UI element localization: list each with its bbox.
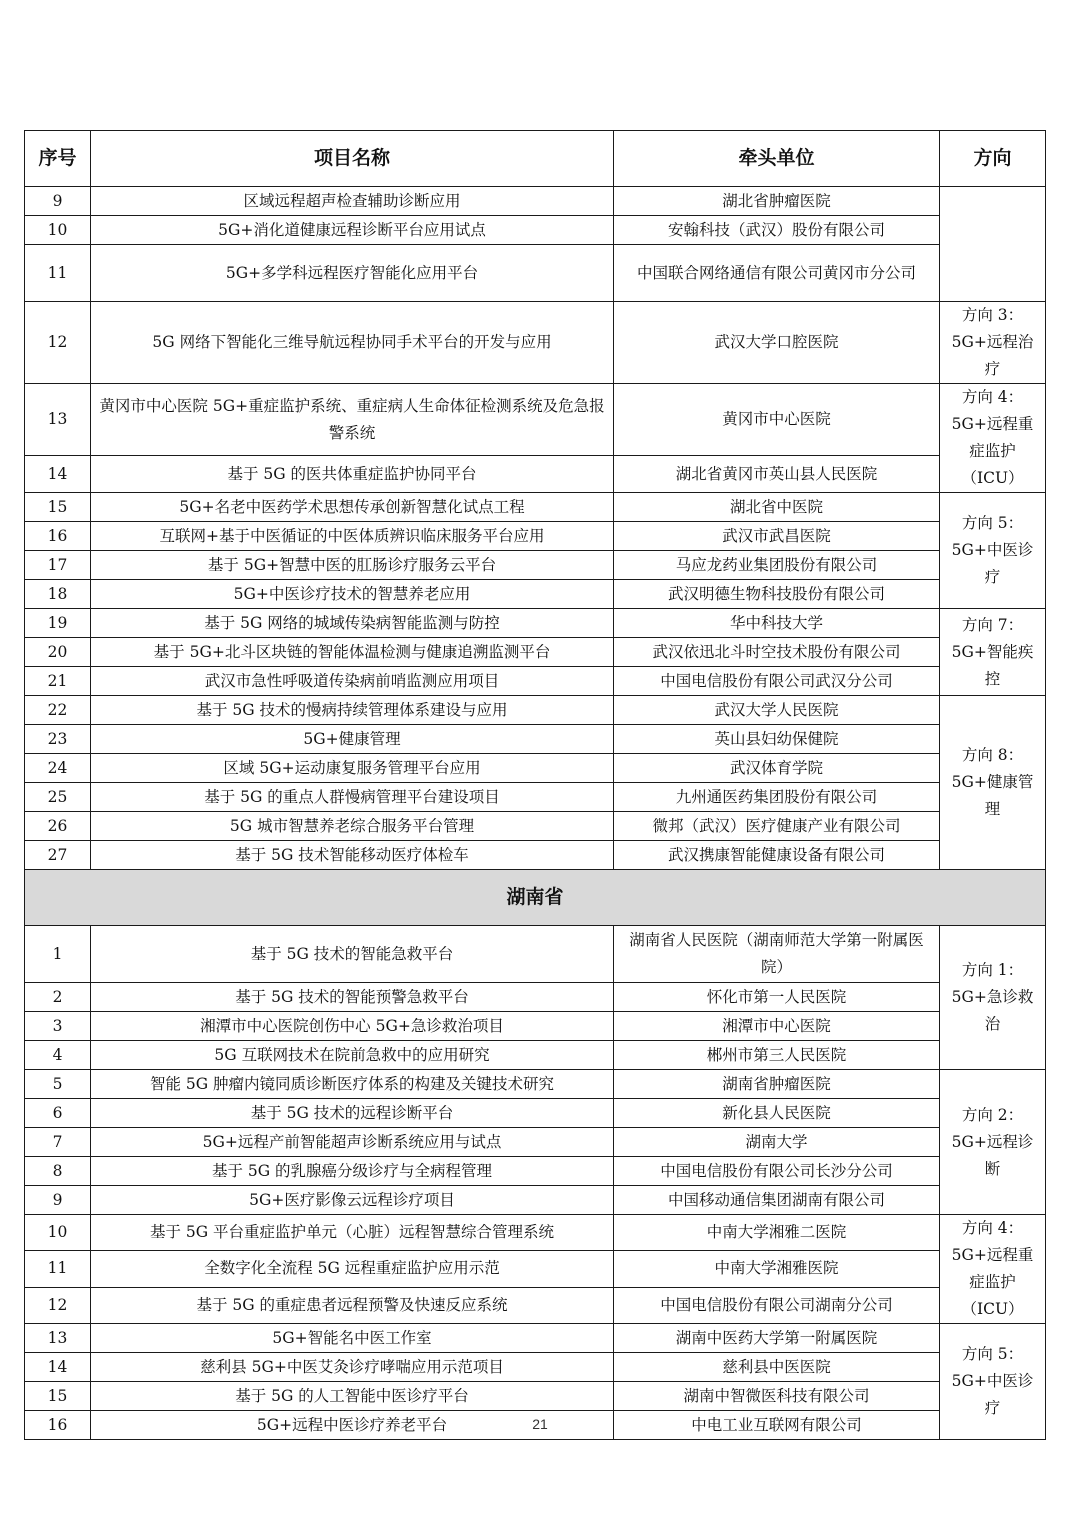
table-row (25, 384, 1046, 456)
table-row (25, 1012, 1046, 1041)
row-name: 区域 5G+运动康复服务管理平台应用 (91, 754, 614, 783)
row-name: 5G 互联网技术在院前急救中的应用研究 (91, 1041, 614, 1070)
table-row (25, 1382, 1046, 1411)
row-no: 20 (25, 638, 91, 667)
direction-cell: 方向 2：5G+远程诊断 (940, 1070, 1046, 1215)
row-unit: 马应龙药业集团股份有限公司 (614, 551, 940, 580)
table-row (25, 216, 1046, 245)
row-no: 16 (25, 522, 91, 551)
row-no: 3 (25, 1012, 91, 1041)
row-unit: 湖南大学 (614, 1128, 940, 1157)
row-unit: 英山县妇幼保健院 (614, 725, 940, 754)
row-name: 5G+名老中医药学术思想传承创新智慧化试点工程 (91, 493, 614, 522)
row-name: 基于 5G+智慧中医的肛肠诊疗服务云平台 (91, 551, 614, 580)
row-no: 14 (25, 1353, 91, 1382)
direction-cell: 方向 5：5G+中医诊疗 (940, 493, 1046, 609)
row-name: 基于 5G 网络的城域传染病智能监测与防控 (91, 609, 614, 638)
row-name: 5G+智能名中医工作室 (91, 1324, 614, 1353)
row-name: 互联网+基于中医循证的中医体质辨识临床服务平台应用 (91, 522, 614, 551)
header-no: 序号 (25, 131, 91, 187)
row-name: 智能 5G 肿瘤内镜同质诊断医疗体系的构建及关键技术研究 (91, 1070, 614, 1099)
page-number: 21 (532, 1416, 548, 1432)
table-row (25, 493, 1046, 522)
table-row (25, 667, 1046, 696)
row-unit: 武汉依迅北斗时空技术股份有限公司 (614, 638, 940, 667)
row-name: 5G+消化道健康远程诊断平台应用试点 (91, 216, 614, 245)
row-name: 基于 5G 技术的慢病持续管理体系建设与应用 (91, 696, 614, 725)
row-name: 基于 5G 平台重症监护单元（心脏）远程智慧综合管理系统 (91, 1215, 614, 1251)
row-no: 5 (25, 1070, 91, 1099)
row-unit: 湖南中智微医科技有限公司 (614, 1382, 940, 1411)
row-no: 7 (25, 1128, 91, 1157)
header-name: 项目名称 (91, 131, 614, 187)
row-name: 5G+健康管理 (91, 725, 614, 754)
row-name: 基于 5G 技术的智能预警急救平台 (91, 983, 614, 1012)
row-no: 9 (25, 1186, 91, 1215)
row-no: 22 (25, 696, 91, 725)
row-name: 基于 5G 的重点人群慢病管理平台建设项目 (91, 783, 614, 812)
row-no: 10 (25, 216, 91, 245)
table-row (25, 812, 1046, 841)
row-no: 13 (25, 384, 91, 456)
row-unit: 安翰科技（武汉）股份有限公司 (614, 216, 940, 245)
row-unit: 武汉市武昌医院 (614, 522, 940, 551)
row-name: 湘潭市中心医院创伤中心 5G+急诊救治项目 (91, 1012, 614, 1041)
row-no: 18 (25, 580, 91, 609)
row-no: 15 (25, 1382, 91, 1411)
table-row (25, 725, 1046, 754)
table-row (25, 1287, 1046, 1323)
row-name: 5G+远程中医诊疗养老平台 (91, 1411, 614, 1440)
row-unit: 湖北省黄冈市英山县人民医院 (614, 456, 940, 493)
header-direction: 方向 (940, 131, 1046, 187)
row-no: 19 (25, 609, 91, 638)
row-unit: 慈利县中医医院 (614, 1353, 940, 1382)
table-row (25, 926, 1046, 983)
row-no: 11 (25, 1251, 91, 1287)
row-unit: 中南大学湘雅医院 (614, 1251, 940, 1287)
table-row (25, 1251, 1046, 1287)
row-unit: 武汉明德生物科技股份有限公司 (614, 580, 940, 609)
row-no: 26 (25, 812, 91, 841)
row-name: 区域远程超声检查辅助诊断应用 (91, 187, 614, 216)
row-name: 5G+多学科远程医疗智能化应用平台 (91, 245, 614, 302)
table-row (25, 638, 1046, 667)
row-no: 27 (25, 841, 91, 870)
row-no: 4 (25, 1041, 91, 1070)
direction-cell-empty (940, 187, 1046, 302)
row-unit: 怀化市第一人民医院 (614, 983, 940, 1012)
row-no: 13 (25, 1324, 91, 1353)
table-row (25, 696, 1046, 725)
row-unit: 武汉体育学院 (614, 754, 940, 783)
row-name: 基于 5G 的乳腺癌分级诊疗与全病程管理 (91, 1157, 614, 1186)
row-no: 14 (25, 456, 91, 493)
row-no: 21 (25, 667, 91, 696)
row-no: 16 (25, 1411, 91, 1440)
province-title: 湖南省 (25, 870, 1046, 926)
row-no: 6 (25, 1099, 91, 1128)
row-unit: 中国电信股份有限公司武汉分公司 (614, 667, 940, 696)
project-table (24, 130, 1046, 1440)
row-unit: 湖南省人民医院（湖南师范大学第一附属医院） (614, 926, 940, 983)
table-row (25, 1215, 1046, 1251)
row-unit: 新化县人民医院 (614, 1099, 940, 1128)
direction-cell: 方向 4：5G+远程重症监护（ICU） (940, 1215, 1046, 1324)
table-row (25, 754, 1046, 783)
row-unit: 中国电信股份有限公司长沙分公司 (614, 1157, 940, 1186)
row-unit: 九州通医药集团股份有限公司 (614, 783, 940, 812)
table-row (25, 983, 1046, 1012)
table-row (25, 1186, 1046, 1215)
row-unit: 中电工业互联网有限公司 (614, 1411, 940, 1440)
row-name: 基于 5G 的医共体重症监护协同平台 (91, 456, 614, 493)
table-row (25, 187, 1046, 216)
header-row (25, 131, 1046, 187)
table-row (25, 1324, 1046, 1353)
row-name: 全数字化全流程 5G 远程重症监护应用示范 (91, 1251, 614, 1287)
table-row (25, 1099, 1046, 1128)
row-name: 5G+远程产前智能超声诊断系统应用与试点 (91, 1128, 614, 1157)
row-name: 基于 5G 技术的智能急救平台 (91, 926, 614, 983)
row-unit: 湘潭市中心医院 (614, 1012, 940, 1041)
row-unit: 黄冈市中心医院 (614, 384, 940, 456)
direction-cell: 方向 5：5G+中医诊疗 (940, 1324, 1046, 1440)
table-row (25, 609, 1046, 638)
row-name: 5G+中医诊疗技术的智慧养老应用 (91, 580, 614, 609)
row-name: 基于 5G 技术的远程诊断平台 (91, 1099, 614, 1128)
row-unit: 中国电信股份有限公司湖南分公司 (614, 1287, 940, 1323)
row-unit: 湖北省中医院 (614, 493, 940, 522)
row-name: 5G+医疗影像云远程诊疗项目 (91, 1186, 614, 1215)
table-row (25, 522, 1046, 551)
row-unit: 中南大学湘雅二医院 (614, 1215, 940, 1251)
row-no: 24 (25, 754, 91, 783)
row-no: 11 (25, 245, 91, 302)
row-unit: 武汉大学口腔医院 (614, 302, 940, 384)
row-unit: 微邦（武汉）医疗健康产业有限公司 (614, 812, 940, 841)
row-no: 9 (25, 187, 91, 216)
table-row (25, 783, 1046, 812)
row-name: 基于 5G+北斗区块链的智能体温检测与健康追溯监测平台 (91, 638, 614, 667)
row-no: 15 (25, 493, 91, 522)
table-row (25, 456, 1046, 493)
row-no: 17 (25, 551, 91, 580)
row-unit: 中国移动通信集团湖南有限公司 (614, 1186, 940, 1215)
province-header-row (25, 870, 1046, 926)
row-unit: 郴州市第三人民医院 (614, 1041, 940, 1070)
row-name: 基于 5G 的重症患者远程预警及快速反应系统 (91, 1287, 614, 1323)
table-row (25, 1353, 1046, 1382)
table-row (25, 302, 1046, 384)
row-no: 8 (25, 1157, 91, 1186)
row-unit: 华中科技大学 (614, 609, 940, 638)
row-name: 黄冈市中心医院 5G+重症监护系统、重症病人生命体征检测系统及危急报警系统 (91, 384, 614, 456)
table-row (25, 1041, 1046, 1070)
table-row (25, 841, 1046, 870)
table-row (25, 1128, 1046, 1157)
header-unit: 牵头单位 (614, 131, 940, 187)
row-name: 基于 5G 的人工智能中医诊疗平台 (91, 1382, 614, 1411)
row-no: 10 (25, 1215, 91, 1251)
row-unit: 湖北省肿瘤医院 (614, 187, 940, 216)
row-name: 5G 城市智慧养老综合服务平台管理 (91, 812, 614, 841)
row-name: 武汉市急性呼吸道传染病前哨监测应用项目 (91, 667, 614, 696)
row-name: 5G 网络下智能化三维导航远程协同手术平台的开发与应用 (91, 302, 614, 384)
row-unit: 湖南省肿瘤医院 (614, 1070, 940, 1099)
row-no: 2 (25, 983, 91, 1012)
table-row (25, 580, 1046, 609)
direction-cell: 方向 3：5G+远程治疗 (940, 302, 1046, 384)
row-unit: 武汉携康智能健康设备有限公司 (614, 841, 940, 870)
row-no: 23 (25, 725, 91, 754)
table-row (25, 1070, 1046, 1099)
row-no: 12 (25, 302, 91, 384)
table-row (25, 1157, 1046, 1186)
row-name: 慈利县 5G+中医艾灸诊疗哮喘应用示范项目 (91, 1353, 614, 1382)
row-unit: 武汉大学人民医院 (614, 696, 940, 725)
row-no: 1 (25, 926, 91, 983)
direction-cell: 方向 1：5G+急诊救治 (940, 926, 1046, 1070)
row-no: 12 (25, 1287, 91, 1323)
direction-cell: 方向 8：5G+健康管理 (940, 696, 1046, 870)
row-no: 25 (25, 783, 91, 812)
direction-cell: 方向 4：5G+远程重症监护（ICU） (940, 384, 1046, 493)
row-name: 基于 5G 技术智能移动医疗体检车 (91, 841, 614, 870)
direction-cell: 方向 7：5G+智能疾控 (940, 609, 1046, 696)
row-unit: 中国联合网络通信有限公司黄冈市分公司 (614, 245, 940, 302)
row-unit: 湖南中医药大学第一附属医院 (614, 1324, 940, 1353)
table-row (25, 551, 1046, 580)
table-row (25, 245, 1046, 302)
